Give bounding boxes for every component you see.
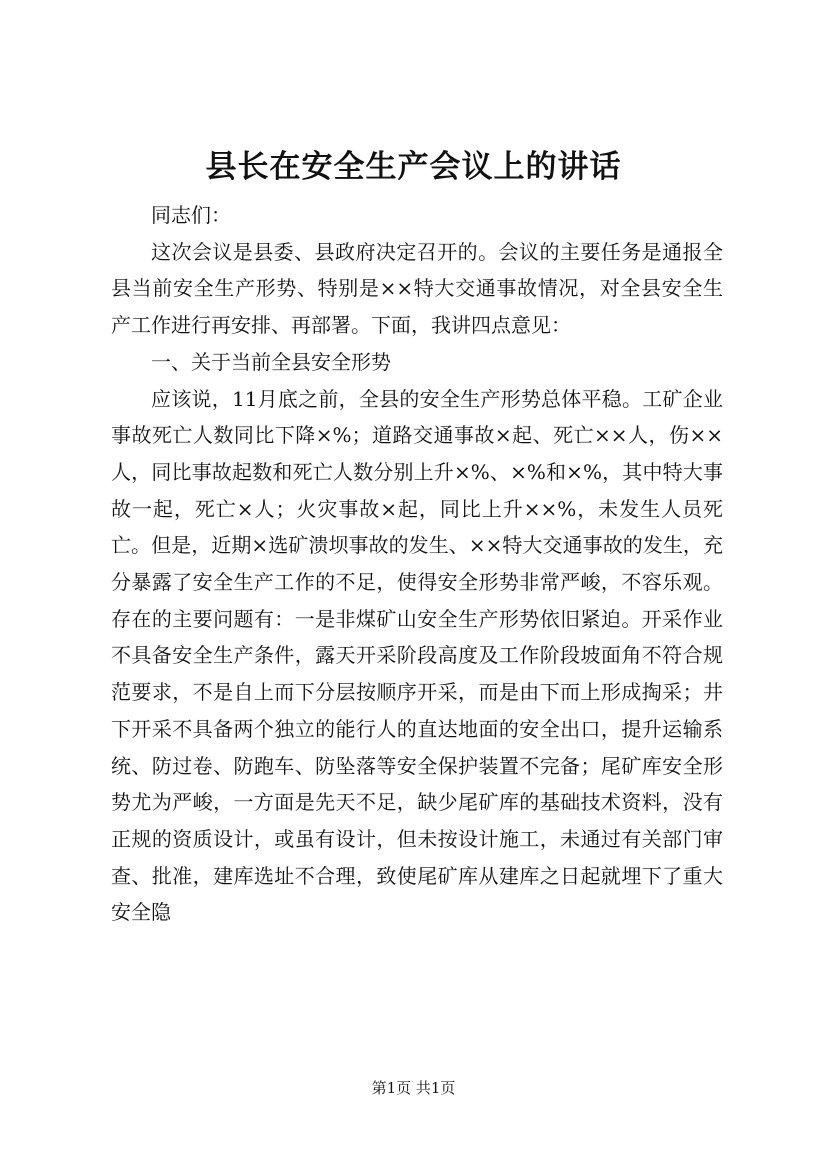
paragraph-safety-situation: 应该说，11月底之前，全县的安全生产形势总体平稳。工矿企业事故死亡人数同比下降×%；道路交通事故×起、死亡××人，伤××人，同比事故起数和死亡人数分别上升×%、×%和×%，其中特大事故一起，死亡×人；火灾事故×起，同比上升××%，未发生人员死亡。但是，近期×选矿溃坝事故的发生、××特大交通事故的发生，充分暴露了安全生产工作的不足，使得安全形势非常严峻，不容乐观。存在的主要问题有：一是非煤矿山安全生产形势依旧紧迫。开采作业不具备安全生产条件，露天开采阶段高度及工作阶段坡面角不符合规范要求，不是自上而下分层按顺序开采，而是由下而上形成掏采；井下开采不具备两个独立的能行人的直达地面的安全出口，提升运输系统、防过卷、防跑车、防坠落等安全保护装置不完备；尾矿库安全形势尤为严峻，一方面是先天不足，缺少尾矿库的基础技术资料，没有正规的资质设计，或虽有设计，但未按设计施工，未通过有关部门审查、批准，建库选址不合理，致使尾矿库从建库之日起就埋下了重大安全隐 — [111, 386, 723, 925]
salutation: 同志们： — [151, 203, 231, 227]
document-body — [111, 197, 723, 931]
section-heading-1: 一、关于当前全县安全形势 — [151, 349, 391, 374]
paragraph-intro: 这次会议是县委、县政府决定召开的。会议的主要任务是通报全县当前安全生产形势、特别是××特大交通事故情况，对全县安全生产工作进行再安排、再部署。下面，我讲四点意见： — [111, 239, 723, 338]
page-footer: 第1页 共1页 — [371, 1079, 456, 1097]
document-title: 县长在安全生产会议上的讲话 — [205, 149, 622, 185]
